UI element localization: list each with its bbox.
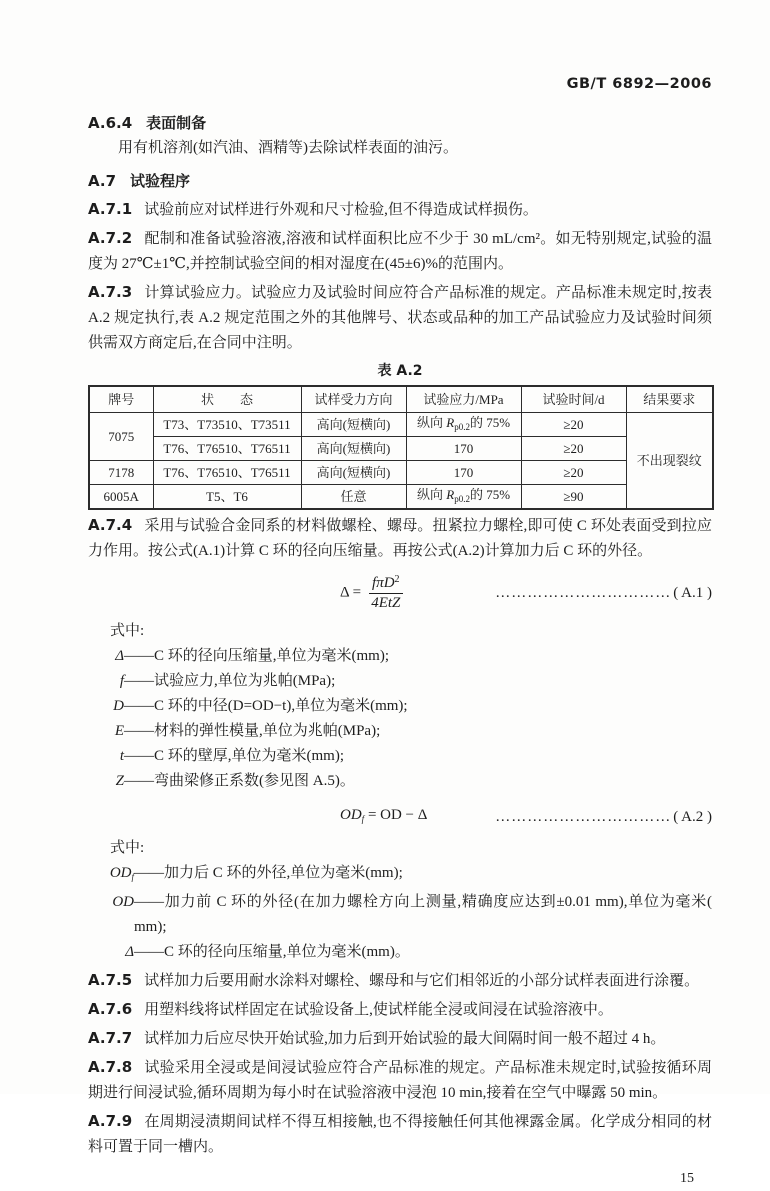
clause-number: A.7.3: [88, 283, 133, 301]
cell-temper: T5、T6: [153, 485, 301, 510]
clause-number: A.7.5: [88, 970, 133, 989]
clause-a7-2: [88, 226, 712, 277]
cell-time: ≥20: [521, 413, 626, 437]
cell-time: ≥20: [521, 437, 626, 461]
cell-stress: 170: [406, 437, 521, 461]
table-row: [89, 413, 713, 437]
formula-expression: Δ = $\frac{f\pi D^2}{\text{4EtZ}}$: [340, 574, 403, 613]
clause-text: 计算试验应力。试验应力及试验时间应符合产品标准的规定。产品标准未规定时,按表 A.2 规定执行,表 A.2 规定范围之外的其他牌号、状态或品种的加工产品试验应力及试验时间须供需双方商定后,在合同中注明。: [88, 285, 712, 351]
cell-grade: 7178: [89, 461, 153, 485]
formula-dot-leader: ……………………………: [495, 584, 672, 601]
standard-number: GB/T 6892—2006: [566, 76, 712, 92]
formula-a2: [88, 803, 712, 832]
table-row: [89, 485, 713, 510]
clause-number: A.6.4: [88, 114, 133, 132]
clause-text: 试验采用全浸或是间浸试验应符合产品标准的规定。产品标准未规定时,试验按循环周期进行间浸试验,循环周期为每小时在试验溶液中浸泡 10 min,接着在空气中曝露 50 min。: [88, 1059, 712, 1101]
definition-row: $OD_f$ ——加力后 C 环的外径,单位为毫米(mm);: [109, 864, 403, 882]
clause-number: A.7.7: [88, 1028, 133, 1047]
clause-text: 试样加力后应尽快开始试验,加力后到开始试验的最大间隔时间一般不超过 4 h。: [144, 1030, 666, 1047]
definition-row: D ——C 环的中径(D=OD−t),单位为毫米(mm);: [113, 697, 408, 714]
col-header-time: 试验时间/d: [521, 386, 626, 413]
definition-row: f ——试验应力,单位为兆帕(MPa);: [119, 672, 336, 689]
clause-number: A.7.1: [88, 200, 133, 218]
table-row: [89, 437, 713, 461]
clause-heading-a7: [88, 169, 712, 194]
cell-time: ≥90: [521, 485, 626, 510]
definition-row: OD ——加力前 C 环的外径(在加力螺栓方向上测量,精确度应达到±0.01 mm),单位为毫米( mm);: [112, 893, 712, 935]
clause-text: 配制和准备试验溶液,溶液和试样面积比应不少于 30 mL/cm²。如无特别规定,试验的温度为 27℃±1℃,并控制试验空间的相对湿度在(45±6)%的范围内。: [88, 231, 712, 272]
clause-a7-4: [88, 513, 712, 564]
where-label: 式中:: [110, 839, 145, 856]
definition-row: E ——材料的弹性模量,单位为兆帕(MPa);: [114, 722, 381, 739]
cell-temper: T76、T76510、T76511: [153, 461, 301, 485]
cell-stress: 170: [406, 461, 521, 485]
clause-heading-a6-4: [88, 111, 712, 136]
clause-a7-3: [88, 280, 712, 356]
clause-title: 试验程序: [130, 172, 191, 190]
formula-expression: $OD_f$ = OD − Δ: [340, 806, 428, 824]
cell-result: 不出现裂纹: [626, 413, 713, 510]
clause-title: 表面制备: [146, 114, 207, 132]
col-header-temper: 状 态: [153, 386, 301, 413]
clause-text: 采用与试验合金同系的材料做螺栓、螺母。扭紧拉力螺栓,即可使 C 环处表面受到拉应力作用。按公式(A.1)计算 C 环的径向压缩量。再按公式(A.2)计算加力后 C 环的外径。: [88, 518, 712, 559]
cell-temper: T76、T76510、T76511: [153, 437, 301, 461]
cell-stress: 纵向 $R_{p0.2}$的 75%: [406, 485, 521, 510]
table-row: [89, 461, 713, 485]
cell-grade: 7075: [89, 413, 153, 461]
cell-direction: 高向(短横向): [301, 461, 406, 485]
clause-number: A.7: [88, 172, 117, 190]
table-a2: [88, 385, 714, 510]
clause-text: 试样加力后要用耐水涂料对螺栓、螺母和与它们相邻近的小部分试样表面进行涂覆。: [144, 972, 700, 989]
formula-label: ( A.2 ): [673, 808, 712, 825]
cell-time: ≥20: [521, 461, 626, 485]
formula-dot-leader: ……………………………: [495, 808, 672, 825]
col-header-result: 结果要求: [626, 386, 713, 413]
clause-number: A.7.8: [88, 1057, 133, 1076]
clause-a7-6: [88, 997, 712, 1023]
table-title: 表 A.2: [377, 363, 423, 379]
cell-direction: 任意: [301, 485, 406, 510]
clause-number: A.7.2: [88, 229, 133, 247]
cell-temper: T73、T73510、T73511: [153, 413, 301, 437]
formula-label: ( A.1 ): [673, 584, 712, 601]
col-header-direction: 试样受力方向: [301, 386, 406, 413]
clause-number: A.7.4: [88, 516, 133, 534]
clause-text: 在周期浸渍期间试样不得互相接触,也不得接触任何其他裸露金属。化学成分相同的材料可置于同一槽内。: [88, 1113, 712, 1155]
cell-direction: 高向(短横向): [301, 437, 406, 461]
definition-row: t ——C 环的壁厚,单位为毫米(mm);: [119, 747, 344, 764]
paragraph-a6-4: 用有机溶剂(如汽油、酒精等)去除试样表面的油污。: [118, 140, 458, 156]
clause-text: 试验前应对试样进行外观和尺寸检验,但不得造成试样损伤。: [144, 202, 538, 218]
cell-grade: 6005A: [89, 485, 153, 510]
col-header-grade: 牌号: [89, 386, 153, 413]
cell-direction: 高向(短横向): [301, 413, 406, 437]
clause-a7-1: [88, 197, 712, 223]
cell-stress: 纵向 $R_{p0.2}$的 75%: [406, 413, 521, 437]
definition-row: Δ ——C 环的径向压缩量,单位为毫米(mm)。: [125, 943, 410, 960]
table-header-row: [89, 386, 713, 413]
clause-a7-9: [88, 1109, 712, 1160]
page-number: 15: [680, 1170, 694, 1186]
where-label: 式中:: [110, 622, 145, 639]
definition-row: Δ ——C 环的径向压缩量,单位为毫米(mm);: [115, 647, 389, 664]
clause-number: A.7.6: [88, 999, 133, 1018]
clause-a7-8: [88, 1055, 712, 1106]
clause-a7-7: [88, 1026, 712, 1052]
clause-text: 用塑料线将试样固定在试验设备上,使试样能全浸或间浸在试验溶液中。: [144, 1001, 613, 1018]
definition-row: Z ——弯曲梁修正系数(参见图 A.5)。: [115, 772, 355, 789]
clause-a7-5: [88, 968, 712, 994]
formula-a1: [88, 574, 712, 613]
clause-number: A.7.9: [88, 1111, 133, 1130]
col-header-stress: 试验应力/MPa: [406, 386, 521, 413]
